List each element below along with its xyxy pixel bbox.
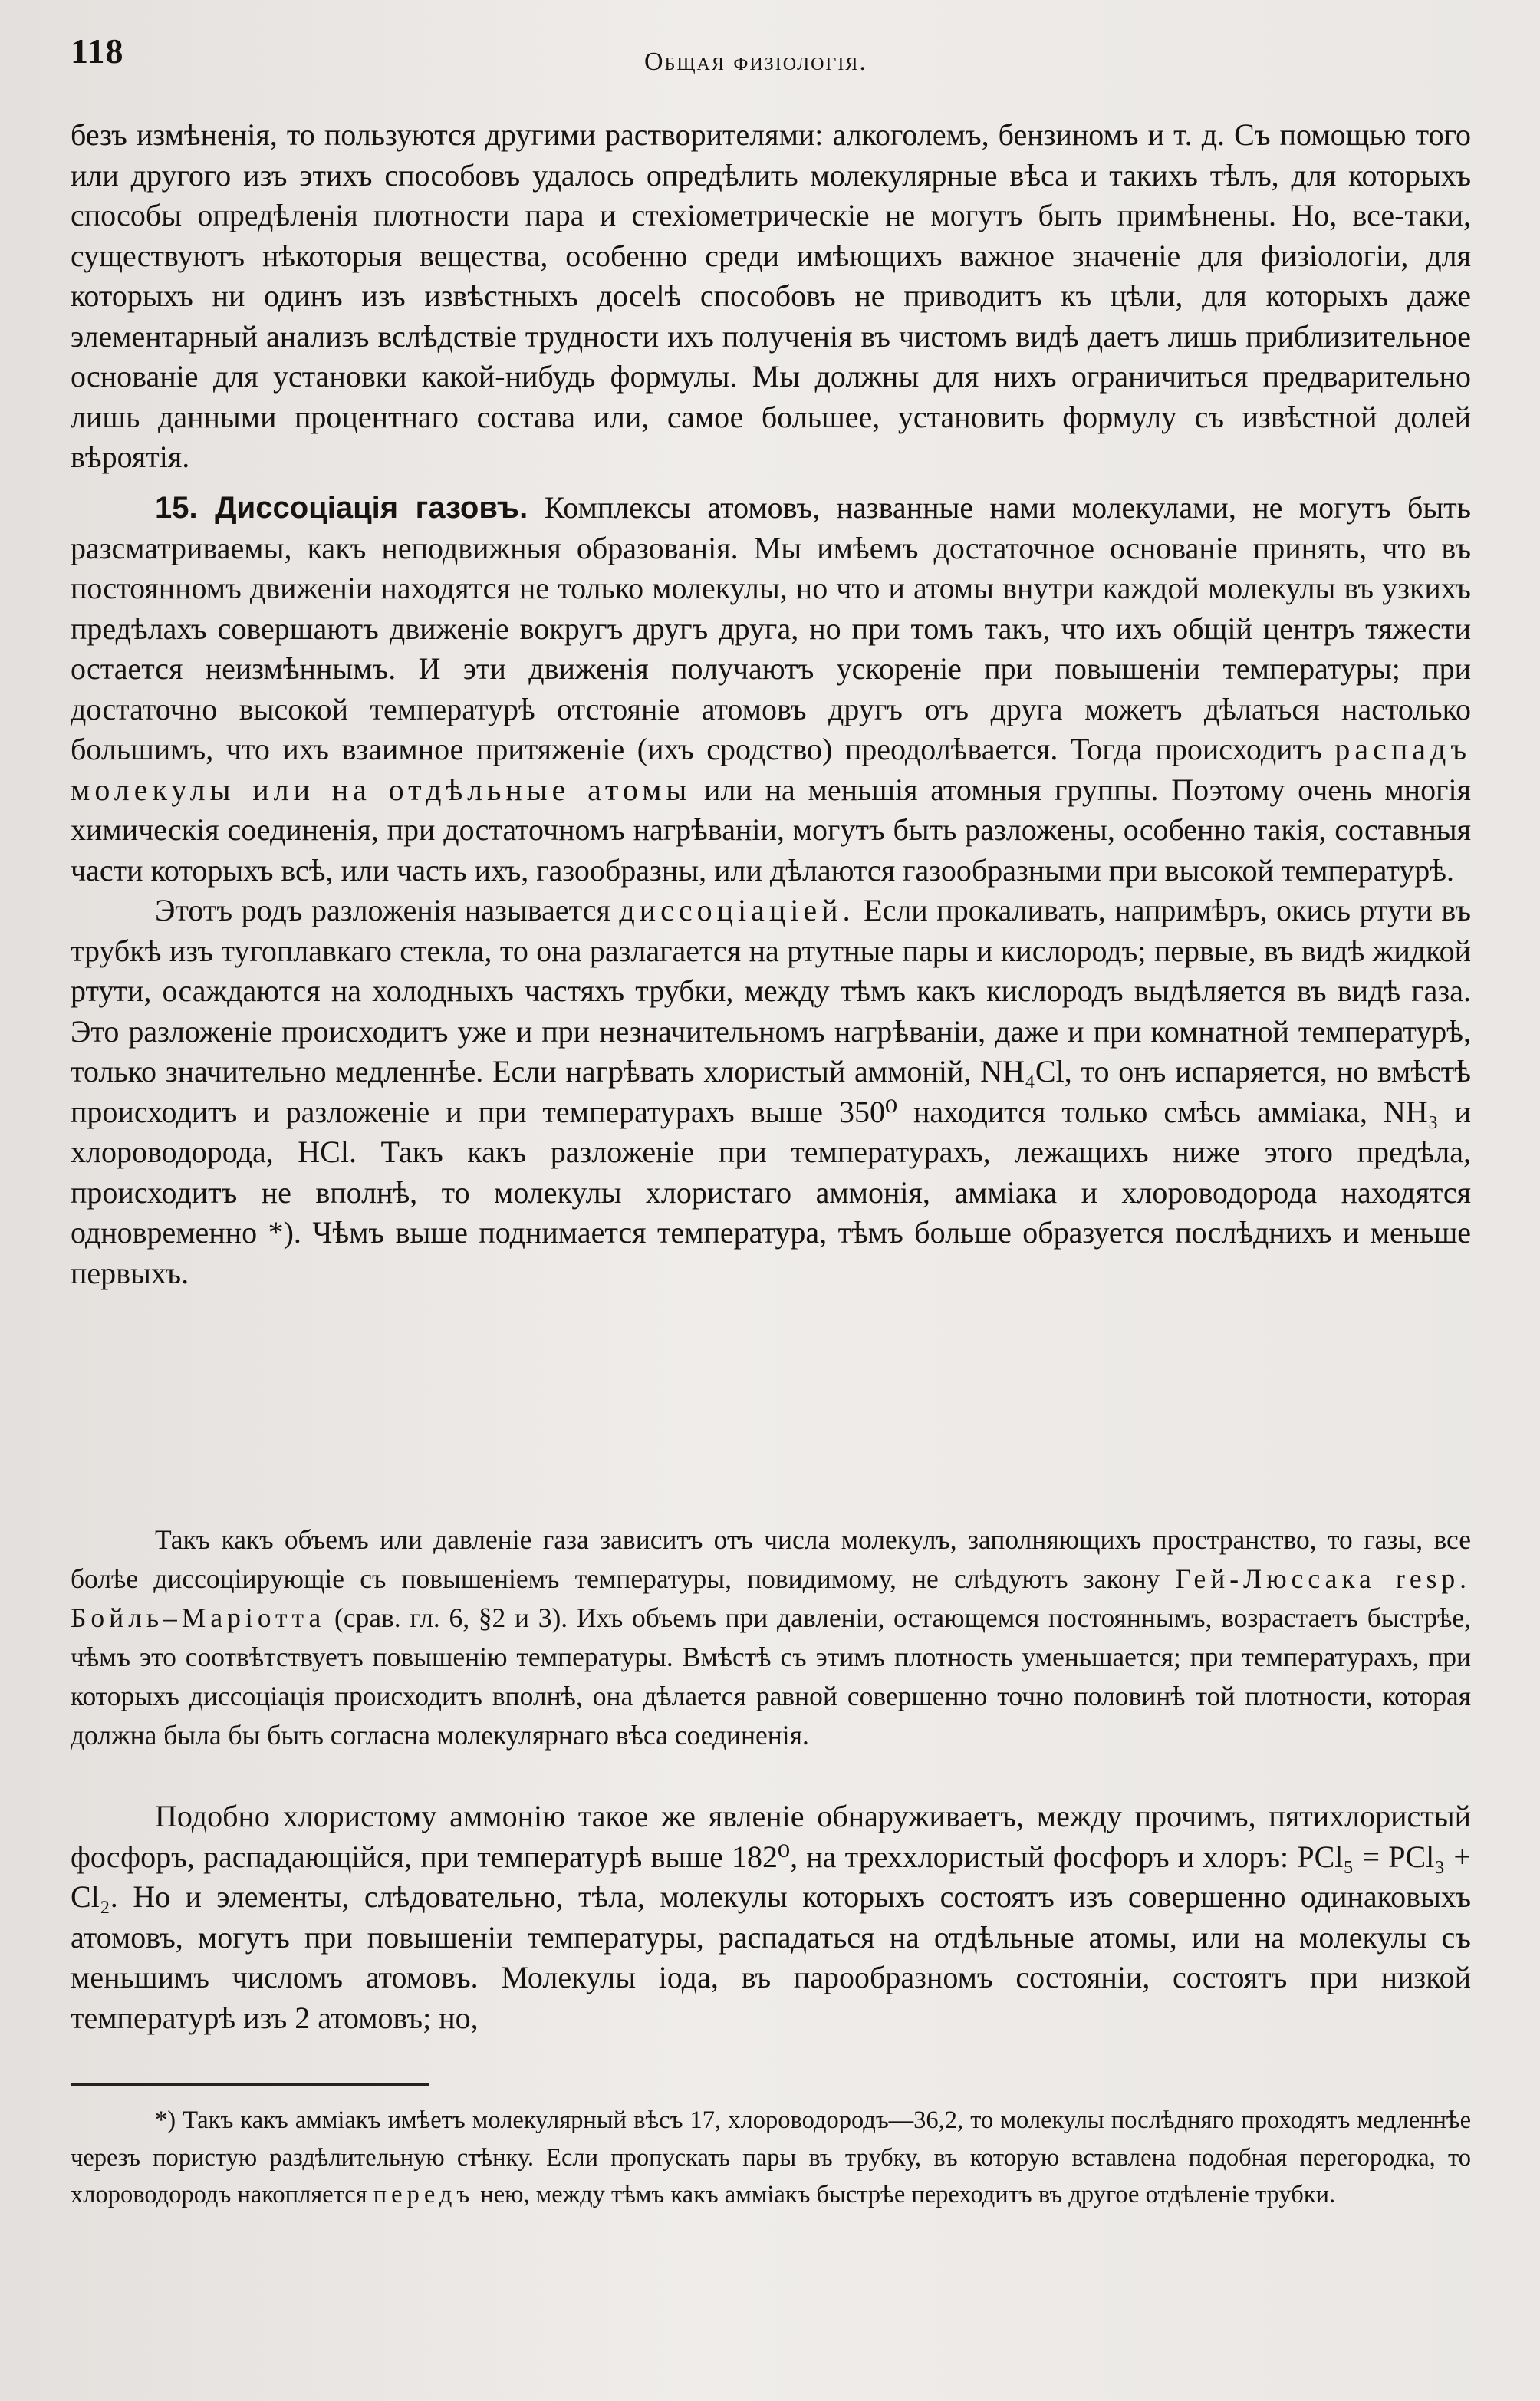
final-paragraph-block xyxy=(71,1797,1471,2038)
spaced-emphasis: распадъ молекулы или на отдѣльные атомы xyxy=(71,732,1472,807)
section-heading: 15. Диссоцiацiя газовъ. xyxy=(155,491,528,525)
small-text: Такъ какъ объемъ или давленiе газа зависитъ отъ числа молекулъ, заполняющихъ пространство, то газы, все болѣе диссоцiирующiе съ повышенiемъ температуры, повидимому, не слѣдуютъ закону xyxy=(71,1524,1471,1594)
section-text: или на меньшiя атомныя группы. Поэтому очень многiя химическiя соединенiя, при достаточномъ нагрѣванiи, могутъ быть разложены, особенно такiя, составныя части которыхъ всѣ, или часть ихъ, газообразны, или дѣлаются газообразными при высокой температурѣ. xyxy=(71,772,1471,888)
small-print-paragraph xyxy=(71,1520,1471,1755)
spaced-footnote-word: передъ xyxy=(373,2181,475,2208)
section-text: Если прокаливать, напримѣръ, окись ртути въ трубкѣ изъ тугоплавкаго стекла, то она разлагается на ртутные пары и кислородъ; первые, въ видѣ жидкой ртути, осаждаются на холодныхъ частяхъ трубки, между тѣмъ какъ кислородъ выдѣляется въ видѣ газа. Это разложенiе происходитъ уже и при незначительномъ нагрѣванiи, даже и при комнатной температурѣ, только значительно медленнѣе. Если нагрѣвать хлористый аммонiй, NH₄Cl, то онъ испаряется, но вмѣстѣ происходитъ и разложенiе и при температурахъ выше 350⁰ находится только смѣсь амміака, NH₃ и хлороводорода, HCl. Такъ какъ разложенiе при температурахъ, лежащихъ ниже этого предѣла, происходитъ не вполнѣ, то молекулы хлористаго аммонiя, амміака и хлороводорода находятся одновременно *). Чѣмъ выше поднимается температура, тѣмъ больше образуется послѣднихъ и меньше первыхъ. xyxy=(71,893,1472,1290)
footnote-block xyxy=(71,2102,1471,2214)
paragraph-pcl5: Подобно хлористому аммонiю такое же явленiе обнаруживаетъ, между прочимъ, пятихлористый фосфоръ, распадающiйся, при температурѣ выше 182⁰, на треххлористый фосфоръ и хлоръ: PCl₅ = PCl₃ + Cl₂. Но и элементы, слѣдовательно, тѣла, молекулы которыхъ состоятъ изъ совершенно одинаковыхъ атомовъ, могутъ при повышенiи температуры, распадаться на отдѣльные атомы, или на молекулы съ меньшимъ числомъ атомовъ. Молекулы iода, въ парообразномъ состоянiи, состоятъ при низкой температурѣ изъ 2 атомовъ; но, xyxy=(71,1799,1471,2035)
footnote-rule xyxy=(71,2083,429,2086)
footnote xyxy=(71,2102,1471,2214)
section-paragraph-2 xyxy=(71,891,1471,1293)
paragraph-intro-block xyxy=(71,115,1471,478)
section-15-block xyxy=(71,488,1471,1293)
section-text: Комплексы атомовъ, названные нами молекулами, не могутъ быть разсматриваемы, какъ неподвижныя образованiя. Мы имѣемъ достаточное основанiе принять, что въ постоянномъ движенiи находятся не только молекулы, но что и атомы внутри каждой молекулы въ узкихъ предѣлахъ совершаютъ движенiе вокругъ другъ друга, но при томъ такъ, что ихъ общiй центръ тяжести остается неизмѣннымъ. И эти движенiя получаютъ ускоренiе при повышенiи температуры; при достаточно высокой температурѣ отстоянiе атомовъ другъ отъ друга можетъ дѣлаться настолько большимъ, что ихъ взаимное притяженiе (ихъ сродство) преодолѣвается. Тогда происходитъ xyxy=(71,490,1472,766)
paragraph-continuation: безъ измѣненiя, то пользуются другими растворителями: алкоголемъ, бензиномъ и т. д. Съ помощью того или другого изъ этихъ способовъ удалось опредѣлить молекулярные вѣса и такихъ тѣлъ, для которыхъ способы опредѣленiя плотности пара и стехiометрическiе не могутъ быть примѣнены. Но, все-таки, существуютъ нѣкоторыя вещества, особенно среди имѣющихъ важное значенiе для физiологiи, для которыхъ ни одинъ изъ извѣстныхъ досelѣ способовъ не приводитъ къ цѣли, для которыхъ даже элементарный анализъ вслѣдствiе трудности ихъ полученiя въ чистомъ видѣ даетъ лишь приблизительное основанiе для установки какой-нибудь формулы. Мы должны для нихъ ограничиться предварительно лишь данными процентнаго состава или, самое большее, установить формулу съ извѣстной долей вѣроятiя. xyxy=(71,117,1471,474)
section-text: Этотъ родъ разложенiя называется xyxy=(155,893,610,927)
spaced-law-names: Гей-Люссака resp. Бойль–Марiотта xyxy=(71,1563,1472,1633)
page-number: 118 xyxy=(71,31,124,71)
footnote-text: нею, между тѣмъ какъ амміакъ быстрѣе переходитъ въ другое отдѣленiе трубки. xyxy=(480,2181,1336,2208)
footnote-text: *) Такъ какъ амміакъ имѣетъ молекулярный вѣсъ 17, хлороводородъ—36,2, то молекулы послѣдняго проходятъ медленнѣе черезъ пористую раздѣлительную стѣнку. Если пропускать пары въ трубку, въ которую вставлена подобная перегородка, то хлороводородъ накопляется xyxy=(71,2106,1471,2208)
section-paragraph-1 xyxy=(71,488,1471,891)
small-text: (срав. гл. 6, §2 и 3). Ихъ объемъ при давленiи, остающемся постояннымъ, возрастаетъ быстрѣе, чѣмъ это соотвѣтствуетъ повышенiю температуры. Вмѣстѣ съ этимъ плотность уменьшается; при температурахъ, при которыхъ диссоцiацiя происходитъ вполнѣ, она дѣлается равной совершенно точно половинѣ той плотности, которая должна была бы быть согласна молекулярнаго вѣса соединенiя. xyxy=(71,1602,1471,1751)
small-print-block xyxy=(71,1520,1471,1755)
running-title: Общая физiологiя. xyxy=(644,48,867,76)
spaced-term-dissociation: диссоцiацiей. xyxy=(619,893,855,927)
